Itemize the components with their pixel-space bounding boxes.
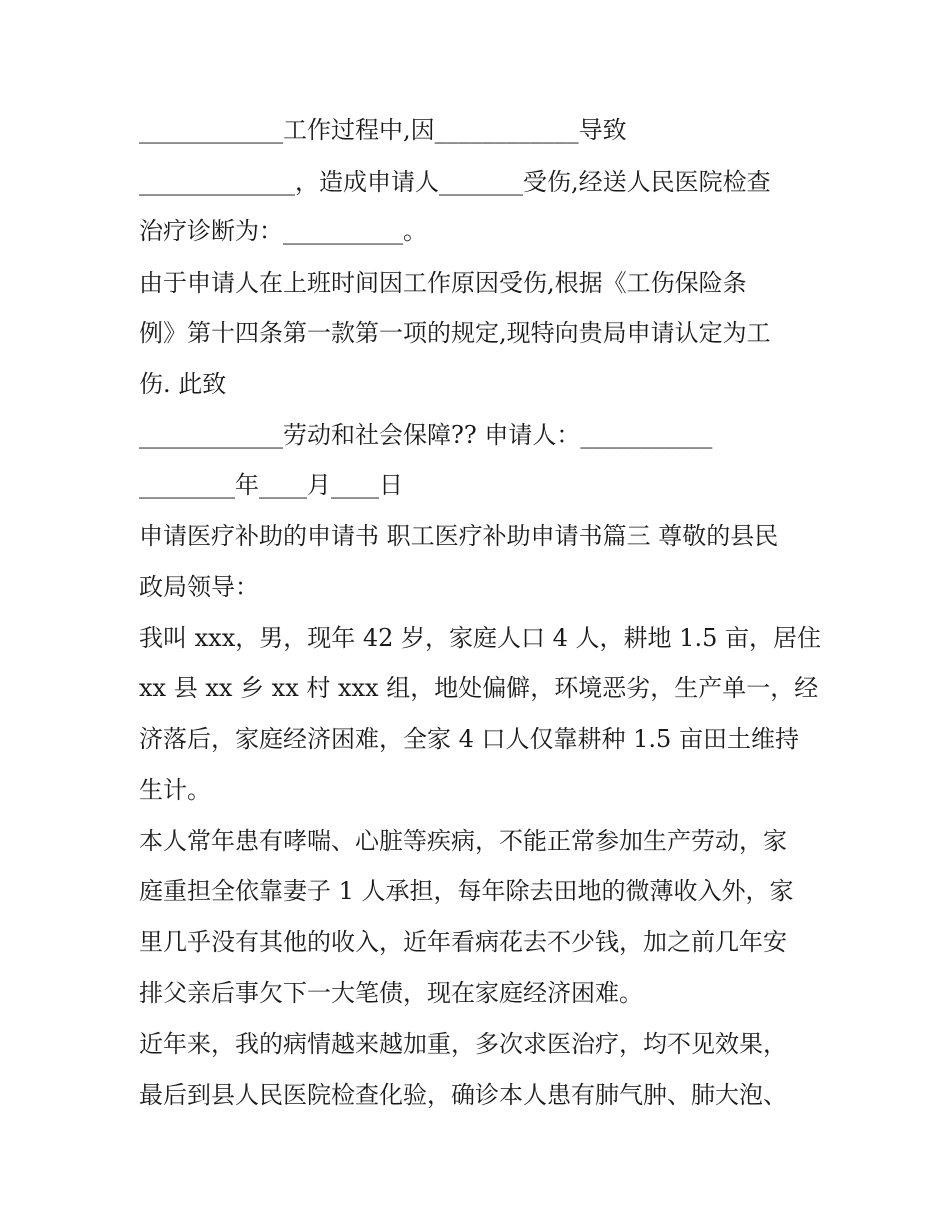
text-line: 济落后，家庭经济困难，全家 4 口人仅靠耕种 1.5 亩田土维持	[139, 725, 799, 753]
text-line: ________年____月____日	[139, 471, 403, 499]
text-line: 由于申请人在上班时间因工作原因受伤,根据《工伤保险条	[139, 269, 747, 297]
text-line: ____________工作过程中,因____________导致	[139, 116, 627, 144]
text-line: 近年来，我的病情越来越加重，多次求医治疗，均不见效果，	[139, 1030, 787, 1058]
text-line: _____________，造成申请人_______受伤,经送人民医院检查	[139, 168, 771, 196]
text-line: 最后到县人民医院检查化验，确诊本人患有肺气肿、肺大泡、	[139, 1081, 787, 1109]
text-line: ____________劳动和社会保障?? 申请人：___________	[139, 421, 713, 449]
text-line: 我叫 xxx，男，现年 42 岁，家庭人口 4 人，耕地 1.5 亩，居住	[139, 624, 821, 652]
text-line: 治疗诊断为：__________。	[139, 217, 427, 245]
text-line: 生计。	[139, 776, 211, 804]
text-line: 政局领导：	[139, 573, 259, 601]
text-line: 庭重担全依靠妻子 1 人承担，每年除去田地的微薄收入外，家	[139, 877, 794, 905]
text-line: 例》第十四条第一款第一项的规定,现特向贵局申请认定为工	[139, 319, 771, 347]
text-line: 排父亲后事欠下一大笔债，现在家庭经济困难。	[139, 979, 643, 1007]
text-line: xx 县 xx 乡 xx 村 xxx 组，地处偏僻，环境恶劣，生产单一，经	[139, 674, 819, 702]
text-line: 本人常年患有哮喘、心脏等疾病，不能正常参加生产劳动，家	[139, 827, 787, 855]
text-line: 里几乎没有其他的收入，近年看病花去不少钱，加之前几年安	[139, 928, 787, 956]
text-line: 伤. 此致	[139, 370, 227, 398]
text-line: 申请医疗补助的申请书 职工医疗补助申请书篇三 尊敬的县民	[139, 522, 779, 550]
